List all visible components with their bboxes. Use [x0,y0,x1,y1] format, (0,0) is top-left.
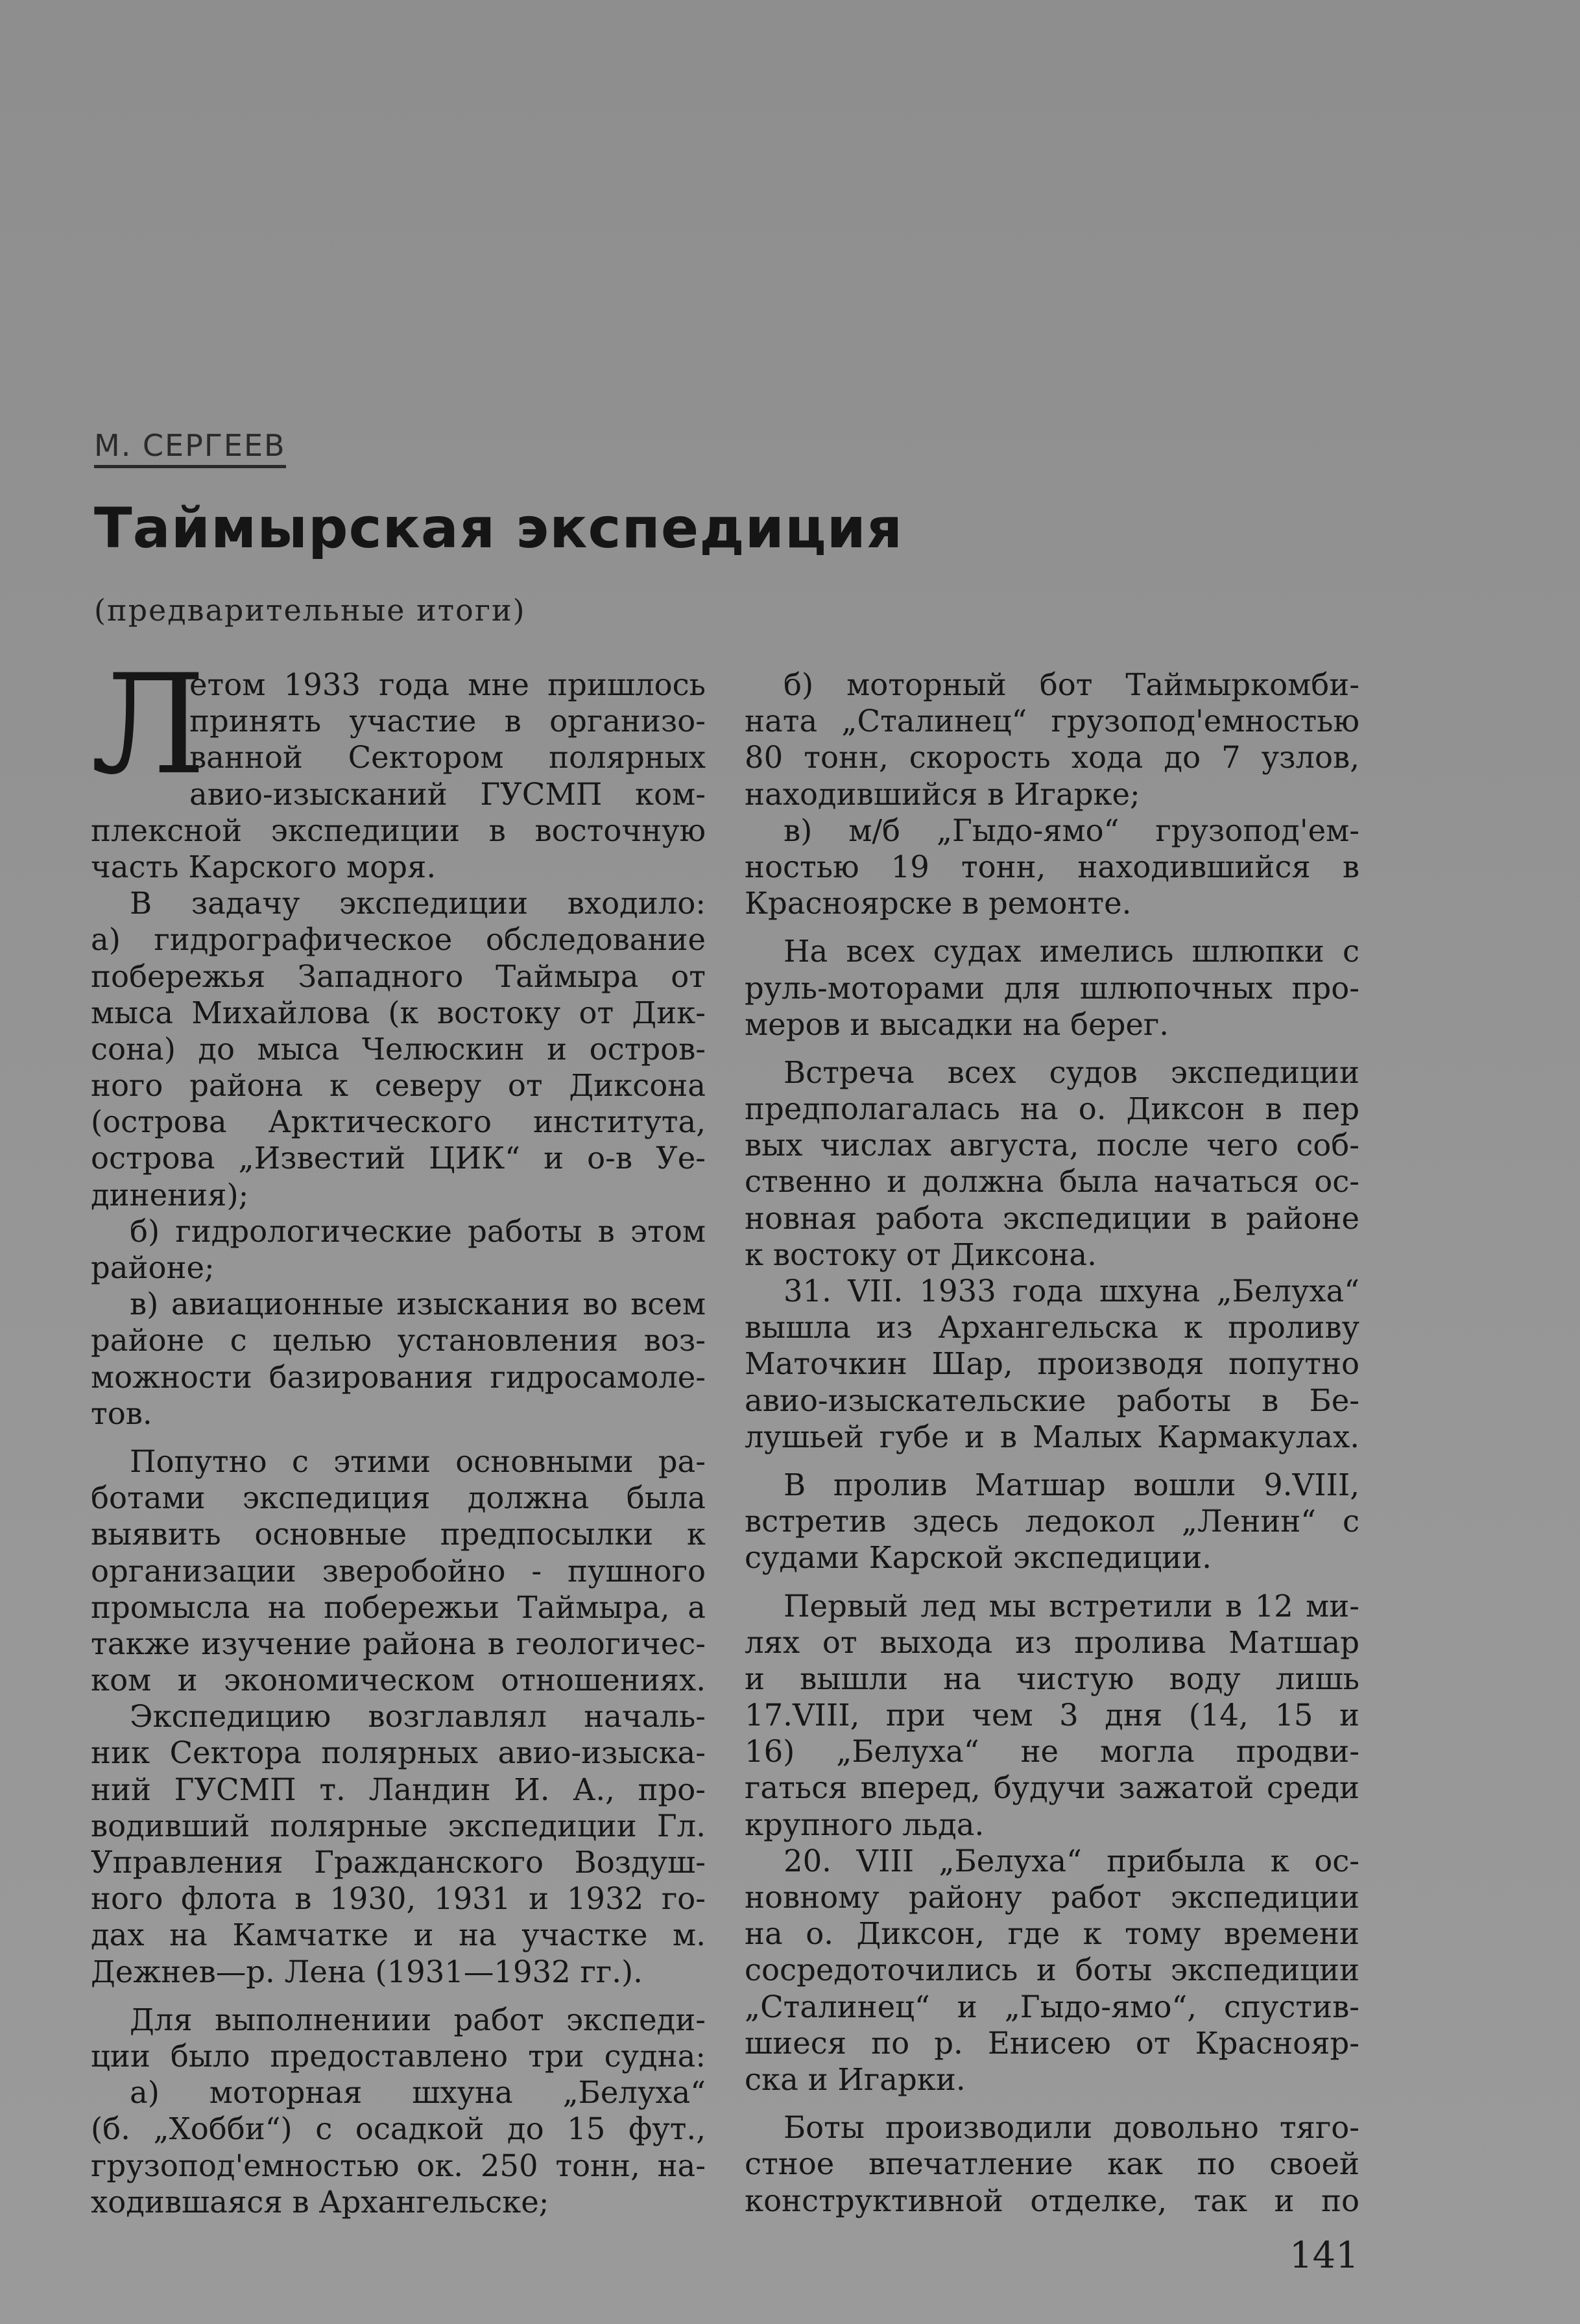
text-line: 17.VIII, при чем 3 дня (14, 15 и [745,1698,1359,1733]
text-line: ванной Сектором полярных [189,740,706,776]
text-line: На всех судах имелись шлюпки с [784,934,1359,969]
text-line: ственно и должна была начаться ос- [745,1164,1359,1200]
text-line: ного района к северу от Диксона [91,1068,706,1104]
drop-cap: Л [91,645,206,805]
text-line: авио-изысканий ГУСМП ком- [189,776,706,812]
text-line: ник Сектора полярных авио-изыска- [91,1735,706,1771]
text-line: 31. VII. 1933 года шхуна „Белуха“ [784,1274,1359,1309]
paragraph-ships-continued [745,667,1359,921]
text-line: (б. „Хобби“) с осадкой до 15 фут., [91,2111,706,2147]
paragraph-strait [745,1467,1359,1576]
text-line: и вышли на чистую воду лишь [745,1661,1359,1696]
text-line: организации зверобойно - пушного [91,1553,706,1589]
text-line: дах на Камчатке и на участке м. [91,1917,706,1953]
text-line: принять участие в организо- [189,704,706,739]
text-line: промысла на побережьи Таймыра, а [91,1589,706,1625]
paragraph-ships [91,2002,706,2220]
text-line: встретив здесь ледокол „Ленин“ с [745,1504,1359,1539]
text-line: меров и высадки на берег. [745,1006,1169,1042]
text-line: шиеся по р. Енисею от Краснояр- [745,2025,1359,2061]
paragraph-meeting [745,1054,1359,1273]
left-column [91,645,706,2220]
text-line: Красноярске в ремонте. [745,886,1132,921]
text-line: етом 1933 года мне пришлось [189,667,706,702]
text-line: новному району работ экспедиции [745,1880,1359,1915]
text-line: вых числах августа, после чего соб- [745,1128,1359,1163]
text-line: острова „Известий ЦИК“ и о-в Уе- [91,1141,706,1176]
text-line: 20. VIII „Белуха“ прибыла к ос- [784,1843,1359,1879]
article-title: Таймырская экспедиция [94,496,904,561]
text-line: динения); [91,1177,249,1213]
text-line: можности базирования гидросамоле- [91,1359,706,1395]
text-line: Для выполнениии работ экспеди- [130,2002,706,2037]
text-line: Встреча всех судов экспедиции [784,1054,1359,1090]
text-line: крупного льда. [745,1807,985,1842]
text-line: плексной экспедиции в восточную [91,812,706,848]
text-line: районе; [91,1250,215,1285]
text-line: ний ГУСМП т. Ландин И. А., про- [91,1772,706,1807]
paragraph-boats [745,933,1359,1043]
text-line: лушьей губе и в Малых Кармакулах. [745,1419,1359,1454]
text-line: часть Карского моря. [91,849,437,884]
text-line: 16) „Белуха“ не могла продви- [745,1734,1359,1770]
text-line: „Сталинец“ и „Гыдо-ямо“, спустив- [745,1989,1359,2024]
text-line: выявить основные предпосылки к [91,1517,706,1552]
text-line: Управления Гражданского Воздуш- [91,1845,706,1880]
text-line: Боты производили довольно тяго- [784,2110,1359,2146]
text-line: б) моторный бот Таймыркомби- [784,667,1359,702]
text-line: руль-моторами для шлюпочных про- [745,970,1359,1006]
paragraph-leader [91,1698,706,1990]
text-line: новная работа экспедиции в районе [745,1200,1359,1236]
text-line: Дежнев—р. Лена (1931—1932 гг.). [91,1954,643,1989]
paragraph-departure [745,1273,1359,1455]
text-line: побережья Западного Таймыра от [91,958,706,994]
text-line: сона) до мыса Челюскин и остров- [91,1031,706,1067]
text-line: ботами экспедиция должна была [91,1480,706,1516]
text-line: (острова Арктического института, [91,1104,706,1140]
text-line: грузопод'емностью ок. 250 тонн, на- [91,2148,706,2183]
paragraph-tasks [91,885,706,1432]
text-line: водивший полярные экспедиции Гл. [91,1808,706,1844]
text-line: мыса Михайлова (к востоку от Дик- [91,995,706,1030]
text-line: а) гидрографическое обследование [91,922,706,958]
text-line: Первый лед мы встретили в 12 ми- [784,1588,1359,1624]
text-line: к востоку от Диксона. [745,1237,1097,1272]
article-subtitle: (предварительные итоги) [94,593,526,628]
text-line: б) гидрологические работы в этом [130,1213,706,1249]
text-line: стное впечатление как по своей [745,2146,1359,2182]
paragraph-ice [745,1588,1359,1843]
right-column [745,667,1359,2219]
text-line: ции было предоставлено три судна: [91,2038,706,2074]
text-line: тов. [91,1395,152,1431]
text-line: лях от выхода из пролива Матшар [745,1624,1359,1660]
text-line: вышла из Архангельска к проливу [745,1310,1359,1346]
text-line: гаться вперед, будучи зажатой среди [745,1770,1359,1806]
paragraph-impression [745,2109,1359,2219]
text-line: Экспедицию возглавлял началь- [130,1699,706,1735]
text-line: в) м/б „Гыдо-ямо“ грузопод'ем- [784,812,1359,848]
text-line: ком и экономическом отношениях. [91,1663,706,1698]
text-line: на о. Диксон, где к тому времени [745,1916,1359,1952]
text-line: Маточкин Шар, производя попутно [745,1346,1359,1382]
text-line: ходившаяся в Архангельске; [91,2184,549,2220]
paragraph-along [91,1443,706,1698]
text-line: В пролив Матшар вошли 9.VIII, [784,1467,1359,1502]
author-name: М. СЕРГЕЕВ [94,429,286,468]
text-line: находившийся в Игарке; [745,776,1140,812]
text-line: в) авиационные изыскания во всем [130,1286,706,1322]
text-line: судами Карской экспедиции. [745,1540,1212,1576]
paragraph-arrival [745,1843,1359,2098]
page-number: 141 [1289,2235,1359,2277]
text-line: предполагалась на о. Диксон в пер [745,1091,1359,1127]
text-line: районе с целью установления воз- [91,1323,706,1358]
text-line: ностью 19 тонн, находившийся в [745,849,1359,884]
text-line: также изучение района в геологичес- [91,1626,706,1661]
text-line: а) моторная шхуна „Белуха“ [130,2075,706,2111]
text-line: ска и Игарки. [745,2061,966,2097]
text-line: сосредоточились и боты экспедиции [745,1952,1359,1988]
text-line: В задачу экспедиции входило: [130,886,706,921]
text-line: ната „Сталинец“ грузопод'емностью [745,704,1359,739]
text-line: ного флота в 1930, 1931 и 1932 го- [91,1881,706,1917]
text-line: Попутно с этими основными ра- [130,1443,706,1479]
text-line: 80 тонн, скорость хода до 7 узлов, [745,740,1359,776]
text-line: конструктивной отделке, так и по [745,2183,1359,2218]
text-line: авио-изыскательские работы в Бе- [745,1382,1359,1418]
